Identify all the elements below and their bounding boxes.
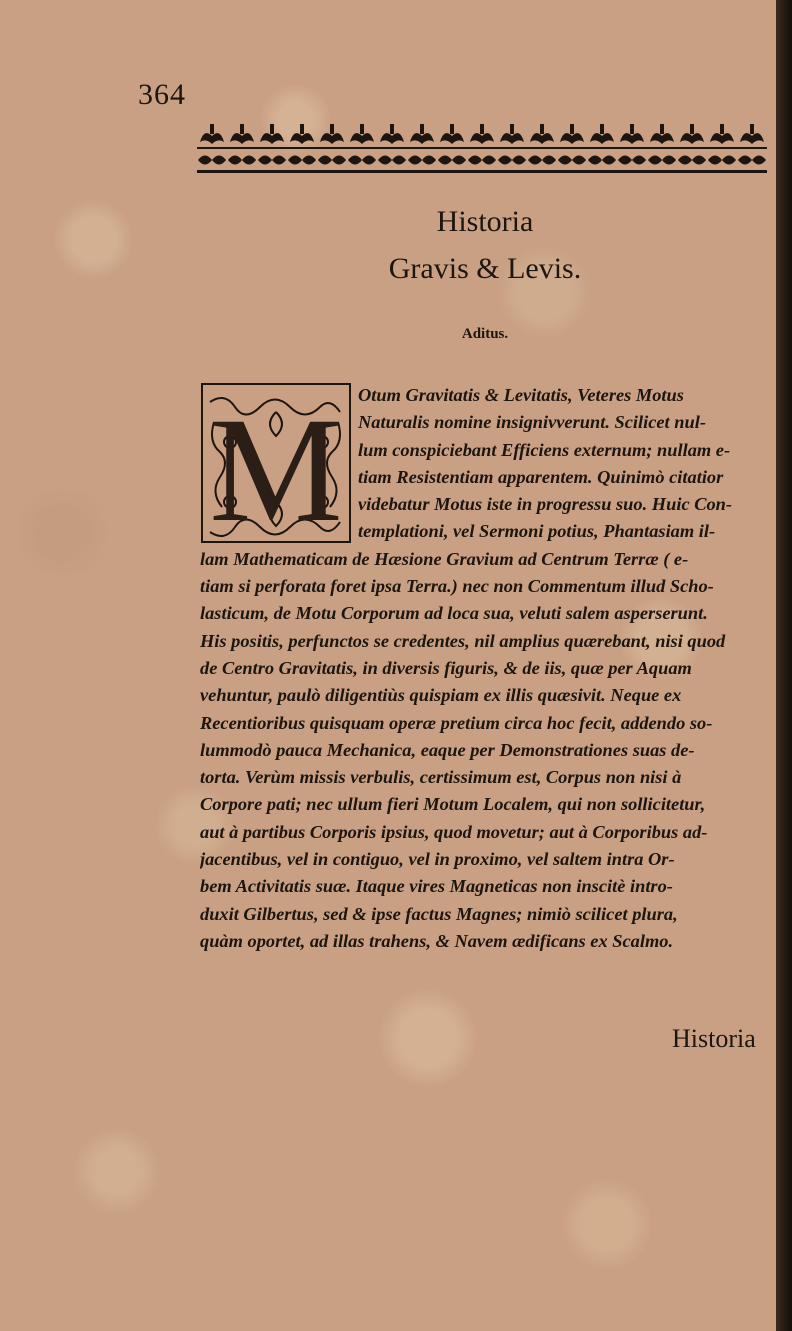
fleuron-top: [620, 124, 644, 144]
fleuron-bottom: [648, 156, 676, 165]
title-line-2: Gravis & Levis.: [388, 252, 582, 285]
fleuron-bottom: [228, 156, 256, 165]
fleuron-bottom: [678, 156, 706, 165]
fleuron-top: [320, 124, 344, 144]
text-line: lum conspiciebant Efficiens externum; nullam e-: [358, 439, 731, 460]
fleuron-top: [650, 124, 674, 144]
text-line: Recentioribus quisquam operæ pretium circa hoc fecit, addendo so-: [200, 712, 713, 733]
text-line: videbatur Motus iste in progressu suo. Huic Con-: [358, 494, 733, 515]
text-line: vehuntur, paulò diligentiùs quispiam ex illis quæsivit. Neque ex: [200, 685, 682, 706]
text-line: lasticum, de Motu Corporum ad loca sua, veluti salem asperserunt.: [200, 603, 708, 624]
body-paragraph: [200, 382, 768, 955]
fleuron-top: [350, 124, 374, 144]
text-line: lam Mathematicam de Hæsione Gravium ad Centrum Terræ ( e-: [200, 548, 689, 569]
fleuron-top: [440, 124, 464, 144]
fleuron-top: [500, 124, 524, 144]
fleuron-top: [230, 124, 254, 144]
fleuron-top: [380, 124, 404, 144]
text-line: templationi, vel Sermoni potius, Phantasiam il-: [358, 521, 716, 542]
fleuron-top: [590, 124, 614, 144]
fleuron-bottom: [588, 156, 616, 165]
fleuron-bottom: [288, 156, 316, 165]
fleuron-bottom: [528, 156, 556, 165]
fleuron-bottom: [468, 156, 496, 165]
fleuron-bottom: [738, 156, 766, 165]
text-line: tiam si perforata foret ipsa Terra.) nec non Commentum illud Scho-: [200, 576, 714, 597]
text-line: Naturalis nomine insignivverunt. Scilicet nul-: [358, 412, 706, 433]
fleuron-bottom: [618, 156, 646, 165]
fleuron-bottom: [498, 156, 526, 165]
fleuron-bottom: [348, 156, 376, 165]
text-line: His positis, perfunctos se credentes, nil amplius quærebant, nisi quod: [200, 630, 726, 651]
fleuron-bottom: [198, 156, 226, 165]
text-line: torta. Verùm missis verbulis, certissimum est, Corpus non nisi à: [200, 767, 682, 788]
text-line: jacentibus, vel in contiguo, vel in proximo, vel saltem intra Or-: [200, 849, 675, 870]
fleuron-bottom: [258, 156, 286, 165]
fleuron-top: [740, 124, 764, 144]
text-line: quàm oportet, ad illas trahens, & Navem ædificans ex Scalmo.: [200, 930, 674, 951]
fleuron-top: [260, 124, 284, 144]
fleuron-top: [290, 124, 314, 144]
fleuron-bottom: [558, 156, 586, 165]
fleuron-bottom: [408, 156, 436, 165]
fleuron-bottom: [378, 156, 406, 165]
fleuron-top: [470, 124, 494, 144]
fleuron-bottom: [708, 156, 736, 165]
fleuron-top: [530, 124, 554, 144]
fleuron-top: [200, 124, 224, 144]
fleuron-bottom: [438, 156, 466, 165]
fleuron-top: [410, 124, 434, 144]
text-line: duxit Gilbertus, sed & ipse factus Magnes; nimiò scilicet plura,: [200, 903, 678, 924]
fleuron-top: [680, 124, 704, 144]
text-line: bem Activitatis suæ. Itaque vires Magneticas non inscitè intro-: [200, 876, 673, 897]
text-line: de Centro Gravitatis, in diversis figuris, & de iis, quæ per Aquam: [200, 657, 692, 678]
text-line: lummodò pauca Mechanica, eaque per Demonstrationes suas de-: [200, 739, 695, 760]
text-line: aut à partibus Corporis ipsius, quod movetur; aut à Corporibus ad-: [200, 821, 708, 842]
text-line: tiam Resistentiam apparentem. Quinimò citatior: [358, 466, 724, 487]
fleuron-top: [710, 124, 734, 144]
book-spine-shadow: [776, 0, 792, 1331]
ornamental-headpiece: [197, 120, 767, 174]
section-subheading: Aditus.: [461, 326, 509, 342]
fleuron-bottom: [318, 156, 346, 165]
page-number: 364: [138, 78, 186, 111]
fleuron-top: [560, 124, 584, 144]
text-line: Corpore pati; nec ullum fieri Motum Localem, qui non sollicitetur,: [200, 794, 706, 815]
catchword: Historia: [672, 1024, 756, 1053]
text-line: Otum Gravitatis & Levitatis, Veteres Motus: [358, 385, 684, 405]
title-line-1: Historia: [436, 205, 534, 238]
drop-cap-letter: M: [209, 387, 343, 544]
